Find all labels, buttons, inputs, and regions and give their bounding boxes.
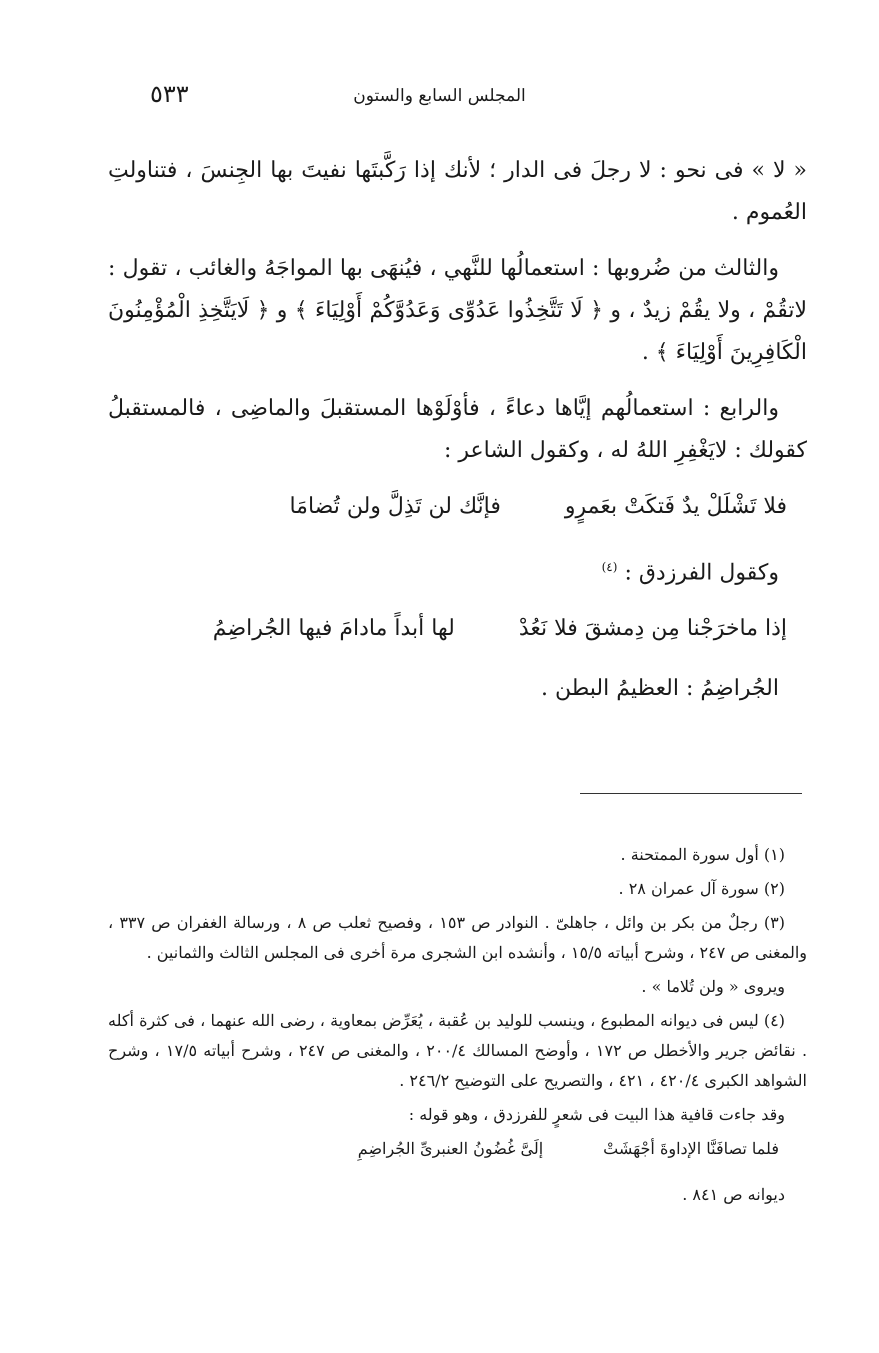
footnote-2: (٢) سورة آل عمران ٢٨ . xyxy=(618,879,785,898)
paragraph-negation: « لا » فى نحو : لا رجلَ فى الدار ؛ لأنك إذا رَكَّبتَها نفيتَ بها الجِنسَ ، فتناولتِ العُموم . xyxy=(108,158,807,225)
paragraph-supplication: والرابع : استعمالُهم إيَّاها دعاءً ، فأوْلَوْها المستقبلَ والماضِى ، فالمستقبلُ كقولك : لايَغْفِرِ اللهُ له ، وكقول الشاعر : xyxy=(108,396,807,463)
farazdaq-intro: وكقول الفرزدق : xyxy=(624,560,779,586)
footnotes xyxy=(108,840,807,1214)
verse-2-second-hemistich: لها أبداً مادامَ فيها الجُراضِمُ xyxy=(212,616,455,642)
paragraph-farazdaq xyxy=(108,546,807,594)
footnote-1: (١) أول سورة الممتحنة . xyxy=(620,845,785,864)
verse-2-first-hemistich: إذا ماخرَجْنا مِن دِمشقَ فلا نَعُدْ xyxy=(518,616,787,642)
verse-line-1 xyxy=(108,486,807,528)
footnote-4-source: ديوانه ص ٨٤١ . xyxy=(682,1185,785,1204)
verse-line-2 xyxy=(108,608,807,650)
verse-1-first-hemistich: فلا تَشْلَلْ يدٌ فَتكَتْ بعَمرٍو xyxy=(564,494,787,519)
footnote-verse xyxy=(108,1134,807,1164)
page-number: ٥٣٣ xyxy=(150,80,189,108)
footnote-4-note: وقد جاءت قافية هذا البيت فى شعرٍ للفرزدق ، وهو قوله : xyxy=(408,1105,785,1124)
main-text xyxy=(108,150,807,724)
running-title: المجلس السابع والستون xyxy=(353,86,526,106)
footnote-verse-second-hemistich: إلَىَّ غُضُونُ العنبرىِّ الجُراضِمِ xyxy=(357,1139,544,1158)
footnote-separator xyxy=(580,793,802,794)
footnote-verse-first-hemistich: فلما تصافَنَّا الإداوةَ أجْهَشَتْ xyxy=(603,1139,779,1158)
footnote-3: (٣) رجلٌ من بكر بن وائل ، جاهلىّ . النوادر ص ١٥٣ ، وفصيح ثعلب ص ٨ ، ورسالة الغفران ص ٣٣٧ ، والمغنى ص ٢٤٧ ، وشرح أبياته ١٥/٥ ، وأنشده ابن الشجرى مرة أخرى فى المجلس الثالث والثمانين . xyxy=(108,913,807,962)
verse-1-second-hemistich: فإنَّك لن تَذِلَّ ولن تُضامَا xyxy=(289,494,501,519)
paragraph-definition: الجُراضِمُ : العظيمُ البطن . xyxy=(541,676,779,702)
page-header xyxy=(110,80,769,116)
footnote-3-variant: ويروى « ولن تُلاما » . xyxy=(641,977,785,996)
footnote-4: (٤) ليس فى ديوانه المطبوع ، وينسب للوليد بن عُقبة ، يُعَرِّض بمعاوية ، رضى الله عنهما ، فى كثرة أكله . نقائض جرير والأخطل ص ١٧٢ ، وأوضح المسالك ٢٠٠/٤ ، والمغنى ص ٢٤٧ ، وشرح أبياته ١٧/٥ ، وشرح الشواهد الكبرى ٤٢٠/٤ ، ٤٢١ ، والتصريح على التوضيح ٢٤٦/٢ . xyxy=(108,1011,808,1090)
footnote-marker-4: (٤) xyxy=(601,560,618,574)
paragraph-prohibition: والثالث من ضُروبها : استعمالُها للنَّهي ، فيُنهَى بها المواجَهُ والغائب ، تقول : لاتقُمْ ، ولا يقُمْ زيدٌ ، و ﴿ لَا تَتَّخِذُوا عَدُوِّى وَعَدُوَّكُمْ أَوْلِيَاءَ ﴾ و ﴿ لَايَتَّخِذِ الْمُؤْمِنُونَ الْكَافِرِينَ أَوْلِيَاءَ ﴾ . xyxy=(108,256,807,365)
